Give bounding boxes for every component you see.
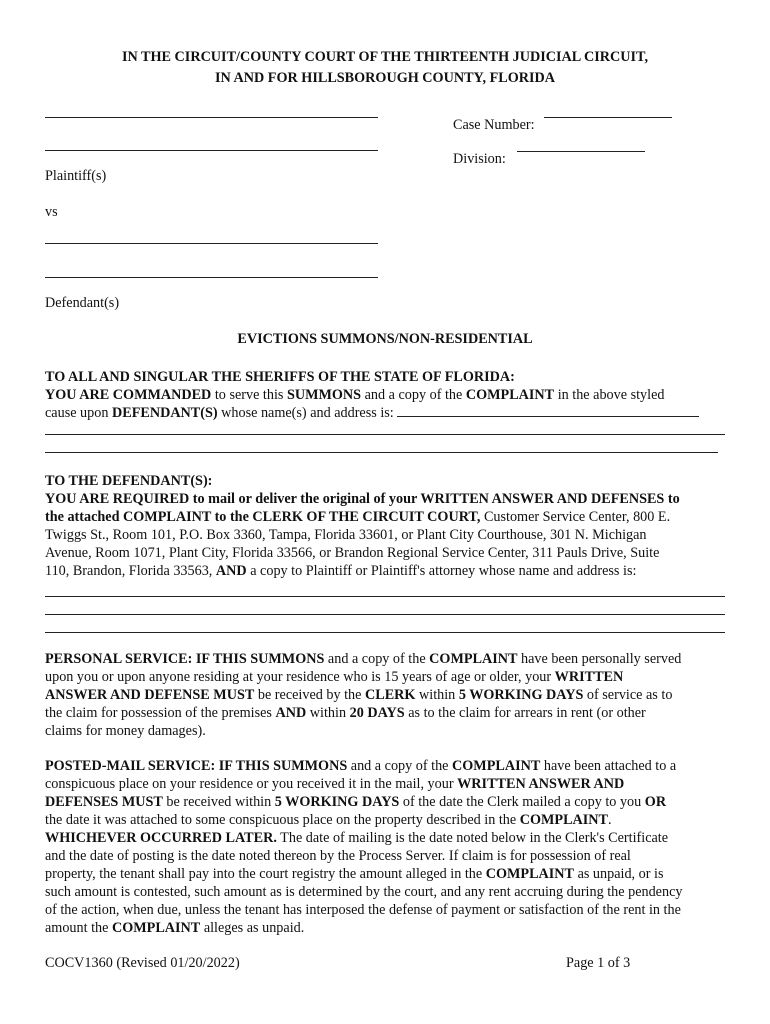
defendant-name-line-2[interactable] — [45, 277, 378, 278]
defendant-line-4: Avenue, Room 1071, Plant City, Florida 33566, or Brandon Regional Service Center, 311 Pauls Drive, Suite — [45, 545, 660, 561]
defendant-name-line-1[interactable] — [45, 243, 378, 244]
defendant-label: Defendant(s) — [45, 295, 120, 311]
posted-mail-line-4: the date it was attached to some conspicuous place on the property described in the COMPLAINT. — [45, 812, 612, 828]
personal-service-line-4: the claim for possession of the premises AND within 20 DAYS as to the claim for arrears in rent (or other — [45, 705, 646, 721]
sheriffs-line-1: YOU ARE COMMANDED to serve this SUMMONS and a copy of the COMPLAINT in the above styled — [45, 387, 665, 403]
posted-mail-line-1: POSTED-MAIL SERVICE: IF THIS SUMMONS and a copy of the COMPLAINT have been attached to a — [45, 758, 677, 774]
sheriffs-line-2: cause upon DEFENDANT(S) whose name(s) and address is: — [45, 404, 730, 422]
personal-service-line-1: PERSONAL SERVICE: IF THIS SUMMONS and a copy of the COMPLAINT have been personally served — [45, 651, 682, 667]
defendant-section — [45, 472, 730, 580]
attorney-info-line-3[interactable] — [45, 632, 725, 633]
page-number: Page 1 of 3 — [566, 955, 631, 971]
defendant-address-line-2[interactable] — [45, 434, 725, 435]
sheriffs-heading: TO ALL AND SINGULAR THE SHERIFFS OF THE STATE OF FLORIDA: — [45, 369, 515, 385]
defendant-heading: TO THE DEFENDANT(S): — [45, 473, 213, 489]
posted-mail-line-3: DEFENSES MUST be received within 5 WORKING DAYS of the date the Clerk mailed a copy to you OR — [45, 794, 667, 810]
document-title: EVICTIONS SUMMONS/NON-RESIDENTIAL — [237, 331, 533, 347]
plaintiff-name-line-2[interactable] — [45, 150, 378, 151]
defendant-line-5: 110, Brandon, Florida 33563, AND a copy to Plaintiff or Plaintiff's attorney whose name and address is: — [45, 563, 637, 579]
defendant-address-line-3[interactable] — [45, 452, 718, 453]
posted-mail-line-6: and the date of posting is the date noted thereon by the Process Server. If claim is for possession of real — [45, 848, 631, 864]
posted-mail-service-paragraph — [45, 757, 730, 937]
defendant-line-1: YOU ARE REQUIRED to mail or deliver the original of your WRITTEN ANSWER AND DEFENSES to — [45, 491, 680, 507]
posted-mail-line-9: of the action, when due, unless the tenant has interposed the defense of payment or satisfaction of the rent in the — [45, 902, 681, 918]
defendant-address-field[interactable] — [397, 404, 699, 417]
personal-service-line-3: ANSWER AND DEFENSE MUST be received by the CLERK within 5 WORKING DAYS of service as to — [45, 687, 673, 703]
posted-mail-line-8: such amount is contested, such amount as is determined by the court, and any rent accruing during the pendency — [45, 884, 683, 900]
court-header-line-1: IN THE CIRCUIT/COUNTY COURT OF THE THIRTEENTH JUDICIAL CIRCUIT, — [121, 49, 648, 65]
form-id: COCV1360 (Revised 01/20/2022) — [45, 955, 240, 971]
defendant-line-3: Twiggs St., Room 101, P.O. Box 3360, Tampa, Florida 33601, or Plant City Courthouse, 301 N. Michigan — [45, 527, 647, 543]
posted-mail-line-2: conspicuous place on your residence or you received it in the mail, your WRITTEN ANSWER AND — [45, 776, 625, 792]
case-number-field[interactable] — [544, 117, 672, 118]
division-label: Division: — [453, 151, 506, 167]
plaintiff-label: Plaintiff(s) — [45, 168, 107, 184]
posted-mail-line-10: amount the COMPLAINT alleges as unpaid. — [45, 920, 305, 936]
personal-service-line-2: upon you or upon anyone residing at your residence who is 15 years of age or older, your WRITTEN — [45, 669, 624, 685]
case-number-label: Case Number: — [453, 117, 535, 133]
division-field[interactable] — [517, 151, 645, 152]
vs-label: vs — [45, 204, 58, 220]
attorney-info-line-2[interactable] — [45, 614, 725, 615]
plaintiff-name-line-1[interactable] — [45, 117, 378, 118]
defendant-line-2: the attached COMPLAINT to the CLERK OF THE CIRCUIT COURT, Customer Service Center, 800 E. — [45, 509, 671, 525]
posted-mail-line-5: WHICHEVER OCCURRED LATER. The date of mailing is the date noted below in the Clerk's Certificate — [45, 830, 669, 846]
attorney-info-line-1[interactable] — [45, 596, 725, 597]
personal-service-paragraph — [45, 650, 730, 740]
personal-service-line-5: claims for money damages). — [45, 723, 206, 739]
posted-mail-line-7: property, the tenant shall pay into the court registry the amount alleged in the COMPLAINT as unpaid, or is — [45, 866, 664, 882]
court-header-line-2: IN AND FOR HILLSBOROUGH COUNTY, FLORIDA — [214, 70, 556, 86]
sheriffs-section — [45, 368, 730, 422]
